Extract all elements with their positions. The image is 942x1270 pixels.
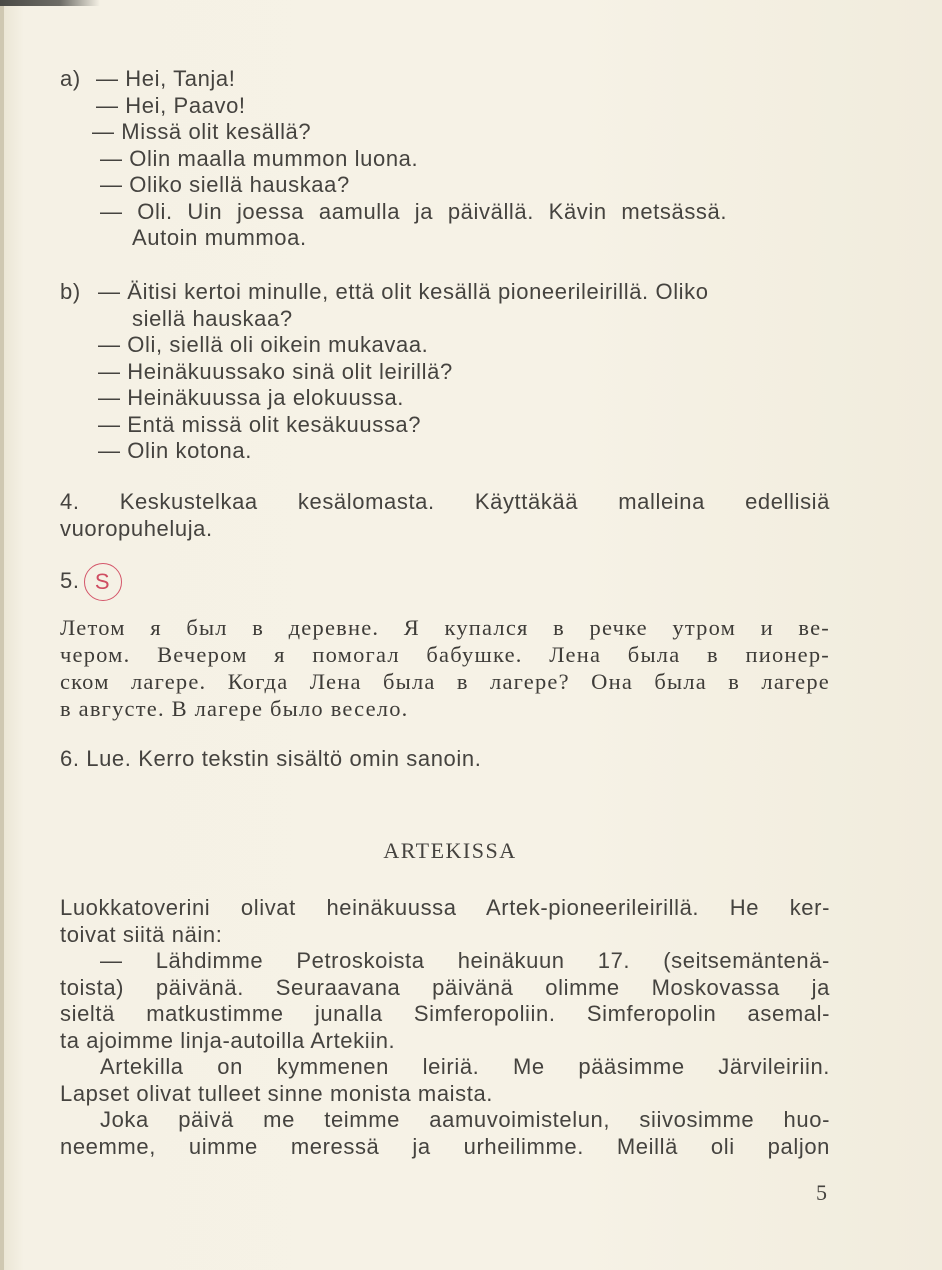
article-line: toivat siitä näin: bbox=[60, 921, 223, 947]
dialogue-b-line: siellä hauskaa? bbox=[132, 305, 293, 331]
russian-line: Летом я был в деревне. Я купался в речке утром и ве- bbox=[60, 615, 830, 640]
russian-line: чером. Вечером я помогал бабушке. Лена была в пионер- bbox=[60, 642, 830, 667]
article-line: — Lähdimme Petroskoista heinäkuun 17. (seitsemäntenä- bbox=[100, 948, 830, 973]
dialogue-b-line: — Olin kotona. bbox=[98, 438, 252, 463]
article-line: Joka päivä me teimme aamuvoimistelun, siivosimme huo- bbox=[100, 1107, 830, 1132]
exercise-5-russian-text bbox=[60, 614, 830, 722]
article-line: toista) päivänä. Seuraavana päivänä olimme Moskovassa ja bbox=[60, 974, 830, 1000]
russian-line: в августе. В лагере было весело. bbox=[60, 696, 409, 721]
dialogue-a-line: — Missä olit kesällä? bbox=[92, 119, 312, 144]
exercise-4-line: 4. Keskustelkaa kesälomasta. Käyttäkää malleina edellisiä bbox=[60, 489, 830, 514]
page-binding-edge bbox=[0, 0, 4, 1270]
article-line: Lapset olivat tulleet sinne monista maista. bbox=[60, 1080, 494, 1106]
speaking-s-badge: S bbox=[84, 563, 122, 601]
dialogue-a-line: — Hei, Tanja! bbox=[96, 66, 236, 91]
article-line: ta ajoimme linja-autoilla Artekiin. bbox=[60, 1027, 396, 1053]
exercise-6-text: 6. Lue. Kerro tekstin sisältö omin sanoin. bbox=[60, 746, 482, 771]
exercise-4 bbox=[60, 489, 830, 542]
exercise-6 bbox=[60, 746, 830, 773]
dialogue-b-line: — Äitisi kertoi minulle, että olit kesällä pioneerileirillä. Oliko bbox=[98, 279, 709, 304]
dialogue-a-line: — Olin maalla mummon luona. bbox=[100, 145, 419, 171]
dialogue-b-line: — Entä missä olit kesäkuussa? bbox=[98, 411, 422, 437]
russian-line: ском лагере. Когда Лена была в лагере? Она была в лагере bbox=[60, 669, 830, 694]
dialogue-b-line: — Heinäkuussako sinä olit leirillä? bbox=[98, 358, 453, 384]
article-line: sieltä matkustimme junalla Simferopoliin. Simferopolin asemal- bbox=[60, 1001, 830, 1026]
article-line: Artekilla on kymmenen leiriä. Me pääsimme Järvileiriin. bbox=[100, 1054, 830, 1079]
dialogue-a-line: Autoin mummoa. bbox=[132, 225, 307, 250]
dialogue-b-label: b) bbox=[60, 279, 81, 304]
dialogue-b-line: — Oli, siellä oli oikein mukavaa. bbox=[98, 332, 429, 357]
dialogue-b-line: — Heinäkuussa ja elokuussa. bbox=[98, 385, 405, 410]
dialogue-a-label: a) bbox=[60, 66, 81, 91]
article-body bbox=[60, 895, 830, 1160]
article-line: neemme, uimme meressä ja urheilimme. Meillä oli paljon bbox=[60, 1133, 830, 1159]
page-number: 5 bbox=[816, 1180, 827, 1205]
article-title: ARTEKISSA bbox=[383, 838, 517, 863]
dialogue-a-line: — Hei, Paavo! bbox=[96, 92, 246, 118]
dialogue-b bbox=[60, 279, 830, 465]
dialogue-a bbox=[60, 66, 830, 252]
exercise-4-line: vuoropuheluja. bbox=[60, 515, 213, 541]
scan-corner-mark bbox=[0, 0, 100, 6]
exercise-5-header bbox=[60, 563, 830, 601]
article-line: Luokkatoverini olivat heinäkuussa Artek-pioneerileirillä. He ker- bbox=[60, 895, 830, 920]
dialogue-a-line: — Oliko siellä hauskaa? bbox=[100, 172, 350, 197]
exercise-5-number: 5. bbox=[60, 567, 80, 593]
dialogue-a-line: — Oli. Uin joessa aamulla ja päivällä. Kävin metsässä. bbox=[100, 198, 728, 224]
